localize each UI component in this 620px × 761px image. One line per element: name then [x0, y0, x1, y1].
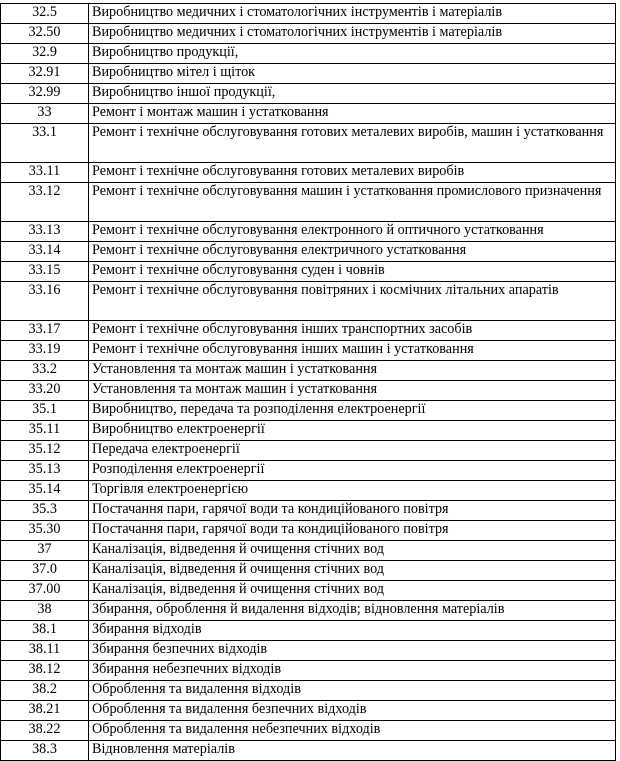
table-row — [1, 64, 616, 84]
activity-name-cell: Каналізація, відведення й очищення стічних вод — [89, 561, 616, 581]
table-row — [1, 4, 616, 24]
activity-code-cell: 35.13 — [1, 461, 89, 481]
activity-name-cell: Ремонт і технічне обслуговування суден і човнів — [89, 262, 616, 282]
activity-code-cell: 33.15 — [1, 262, 89, 282]
table-row — [1, 222, 616, 242]
activity-code-cell: 33.12 — [1, 183, 89, 222]
table-row — [1, 621, 616, 641]
table-row — [1, 262, 616, 282]
activity-code-cell: 33 — [1, 104, 89, 124]
table-row — [1, 104, 616, 124]
table-row — [1, 601, 616, 621]
table-row — [1, 282, 616, 321]
activity-code-cell: 33.19 — [1, 341, 89, 361]
activity-name-cell: Виробництво медичних і стоматологічних інструментів і матеріалів — [89, 24, 616, 44]
activity-name-cell: Торгівля електроенергією — [89, 481, 616, 501]
activity-code-cell: 33.1 — [1, 124, 89, 163]
activity-code-cell: 37.0 — [1, 561, 89, 581]
activity-code-cell: 37.00 — [1, 581, 89, 601]
table-row — [1, 521, 616, 541]
activity-code-cell: 35.1 — [1, 401, 89, 421]
activity-name-cell: Ремонт і технічне обслуговування електричного устатковання — [89, 242, 616, 262]
activity-name-cell: Виробництво, передача та розподілення електроенергії — [89, 401, 616, 421]
activity-code-cell: 38.3 — [1, 741, 89, 761]
activity-name-cell: Виробництво продукції, — [89, 44, 616, 64]
table-row — [1, 421, 616, 441]
table-row — [1, 461, 616, 481]
table-row — [1, 84, 616, 104]
activity-name-cell: Постачання пари, гарячої води та кондиційованого повітря — [89, 521, 616, 541]
activity-name-cell: Розподілення електроенергії — [89, 461, 616, 481]
table-row — [1, 481, 616, 501]
table-row — [1, 501, 616, 521]
activity-code-cell: 35.3 — [1, 501, 89, 521]
activity-code-cell: 32.99 — [1, 84, 89, 104]
activity-code-cell: 38.12 — [1, 661, 89, 681]
activity-name-cell: Збирання відходів — [89, 621, 616, 641]
activity-code-cell: 32.5 — [1, 4, 89, 24]
activity-name-cell: Каналізація, відведення й очищення стічних вод — [89, 581, 616, 601]
activity-name-cell: Каналізація, відведення й очищення стічних вод — [89, 541, 616, 561]
activity-name-cell: Виробництво іншої продукції, — [89, 84, 616, 104]
activity-name-cell: Оброблення та видалення небезпечних відходів — [89, 721, 616, 741]
activity-code-cell: 38.1 — [1, 621, 89, 641]
activity-name-cell: Ремонт і технічне обслуговування інших транспортних засобів — [89, 321, 616, 341]
activity-code-cell: 38.11 — [1, 641, 89, 661]
activity-codes-table-body — [1, 4, 616, 761]
activity-name-cell: Постачання пари, гарячої води та кондиційованого повітря — [89, 501, 616, 521]
activity-code-cell: 35.12 — [1, 441, 89, 461]
table-row — [1, 681, 616, 701]
activity-code-cell: 32.9 — [1, 44, 89, 64]
table-row — [1, 541, 616, 561]
activity-name-cell: Збирання безпечних відходів — [89, 641, 616, 661]
activity-name-cell: Передача електроенергії — [89, 441, 616, 461]
activity-name-cell: Ремонт і монтаж машин і устатковання — [89, 104, 616, 124]
activity-code-cell: 33.16 — [1, 282, 89, 321]
activity-code-cell: 35.11 — [1, 421, 89, 441]
activity-name-cell: Ремонт і технічне обслуговування повітряних і космічних літальних апаратів — [89, 282, 616, 321]
table-row — [1, 381, 616, 401]
table-row — [1, 163, 616, 183]
table-row — [1, 361, 616, 381]
table-row — [1, 741, 616, 761]
table-row — [1, 641, 616, 661]
activity-code-cell: 33.2 — [1, 361, 89, 381]
table-row — [1, 561, 616, 581]
table-row — [1, 44, 616, 64]
activity-name-cell: Ремонт і технічне обслуговування інших машин і устатковання — [89, 341, 616, 361]
activity-code-cell: 33.17 — [1, 321, 89, 341]
activity-code-cell: 38.22 — [1, 721, 89, 741]
activity-code-cell: 33.14 — [1, 242, 89, 262]
activity-name-cell: Виробництво мітел і щіток — [89, 64, 616, 84]
activity-code-cell: 32.50 — [1, 24, 89, 44]
activity-code-cell: 37 — [1, 541, 89, 561]
activity-name-cell: Установлення та монтаж машин і устатковання — [89, 361, 616, 381]
table-row — [1, 581, 616, 601]
activity-code-cell: 35.30 — [1, 521, 89, 541]
activity-code-cell: 33.20 — [1, 381, 89, 401]
table-row — [1, 124, 616, 163]
activity-name-cell: Виробництво електроенергії — [89, 421, 616, 441]
table-row — [1, 321, 616, 341]
table-row — [1, 441, 616, 461]
activity-name-cell: Збирання небезпечних відходів — [89, 661, 616, 681]
activity-code-cell: 35.14 — [1, 481, 89, 501]
table-row — [1, 661, 616, 681]
activity-code-cell: 33.11 — [1, 163, 89, 183]
table-row — [1, 341, 616, 361]
table-row — [1, 24, 616, 44]
activity-name-cell: Ремонт і технічне обслуговування готових металевих виробів — [89, 163, 616, 183]
activity-code-cell: 38 — [1, 601, 89, 621]
activity-code-cell: 38.2 — [1, 681, 89, 701]
activity-name-cell: Виробництво медичних і стоматологічних інструментів і матеріалів — [89, 4, 616, 24]
activity-code-cell: 38.21 — [1, 701, 89, 721]
table-row — [1, 401, 616, 421]
table-row — [1, 701, 616, 721]
table-row — [1, 183, 616, 222]
activity-code-cell: 32.91 — [1, 64, 89, 84]
activity-name-cell: Збирання, оброблення й видалення відходів; відновлення матеріалів — [89, 601, 616, 621]
activity-code-cell: 33.13 — [1, 222, 89, 242]
activity-name-cell: Ремонт і технічне обслуговування електронного й оптичного устатковання — [89, 222, 616, 242]
activity-name-cell: Оброблення та видалення безпечних відходів — [89, 701, 616, 721]
table-row — [1, 721, 616, 741]
activity-name-cell: Відновлення матеріалів — [89, 741, 616, 761]
activity-name-cell: Ремонт і технічне обслуговування готових металевих виробів, машин і устатковання — [89, 124, 616, 163]
table-row — [1, 242, 616, 262]
activity-name-cell: Установлення та монтаж машин і устатковання — [89, 381, 616, 401]
activity-codes-table — [0, 3, 616, 761]
activity-name-cell: Оброблення та видалення відходів — [89, 681, 616, 701]
activity-name-cell: Ремонт і технічне обслуговування машин і устатковання промислового призначення — [89, 183, 616, 222]
